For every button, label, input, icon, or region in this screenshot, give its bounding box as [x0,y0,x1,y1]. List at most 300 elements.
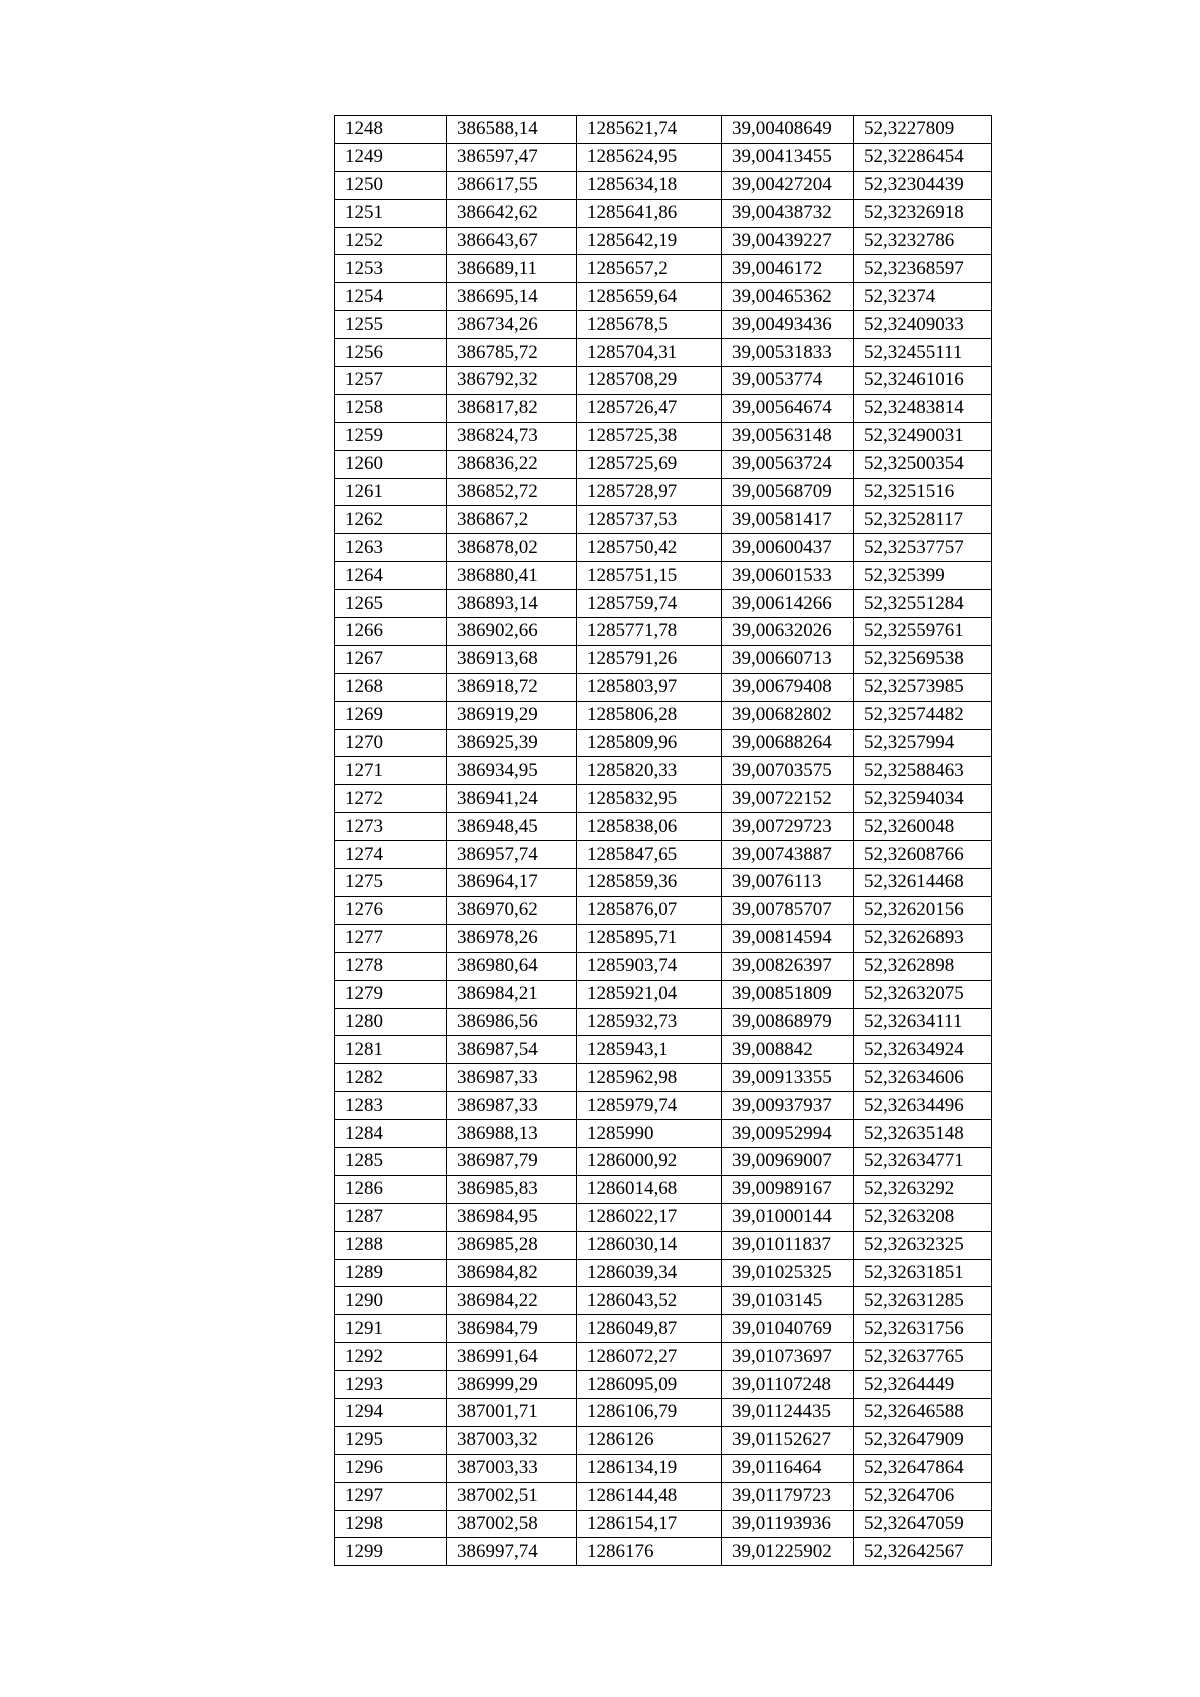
longitude-cell: 52,32631851 [854,1259,992,1287]
x-coordinate-cell: 386999,29 [447,1371,577,1399]
latitude-cell: 39,00729723 [722,813,854,841]
point-number-cell: 1262 [335,506,447,534]
point-number-cell: 1280 [335,1008,447,1036]
point-number-cell: 1298 [335,1510,447,1538]
latitude-cell: 39,00660713 [722,645,854,673]
longitude-cell: 52,32500354 [854,450,992,478]
table-row [335,1510,992,1538]
point-number-cell: 1282 [335,1064,447,1092]
point-number-cell: 1254 [335,283,447,311]
y-coordinate-cell: 1285642,19 [577,227,722,255]
longitude-cell: 52,32573985 [854,673,992,701]
point-number-cell: 1297 [335,1482,447,1510]
x-coordinate-cell: 386970,62 [447,896,577,924]
table-row [335,1120,992,1148]
table-row [335,1259,992,1287]
x-coordinate-cell: 386984,79 [447,1315,577,1343]
longitude-cell: 52,32626893 [854,924,992,952]
point-number-cell: 1258 [335,394,447,422]
table-row [335,394,992,422]
point-number-cell: 1259 [335,422,447,450]
x-coordinate-cell: 386978,26 [447,924,577,952]
point-number-cell: 1277 [335,924,447,952]
point-number-cell: 1276 [335,896,447,924]
latitude-cell: 39,00814594 [722,924,854,952]
y-coordinate-cell: 1285847,65 [577,841,722,869]
point-number-cell: 1274 [335,841,447,869]
latitude-cell: 39,01107248 [722,1371,854,1399]
latitude-cell: 39,00785707 [722,896,854,924]
longitude-cell: 52,3232786 [854,227,992,255]
x-coordinate-cell: 386597,47 [447,143,577,171]
x-coordinate-cell: 386836,22 [447,450,577,478]
table-row [335,227,992,255]
latitude-cell: 39,00682802 [722,701,854,729]
longitude-cell: 52,32608766 [854,841,992,869]
y-coordinate-cell: 1285921,04 [577,980,722,1008]
x-coordinate-cell: 386986,56 [447,1008,577,1036]
x-coordinate-cell: 386913,68 [447,645,577,673]
latitude-cell: 39,01179723 [722,1482,854,1510]
y-coordinate-cell: 1285725,38 [577,422,722,450]
table-row [335,255,992,283]
y-coordinate-cell: 1285803,97 [577,673,722,701]
point-number-cell: 1290 [335,1287,447,1315]
y-coordinate-cell: 1285859,36 [577,869,722,897]
latitude-cell: 39,00408649 [722,116,854,144]
x-coordinate-cell: 386852,72 [447,478,577,506]
table-row [335,1175,992,1203]
table-row [335,1315,992,1343]
longitude-cell: 52,3251516 [854,478,992,506]
longitude-cell: 52,32635148 [854,1120,992,1148]
latitude-cell: 39,01025325 [722,1259,854,1287]
point-number-cell: 1287 [335,1203,447,1231]
latitude-cell: 39,0053774 [722,367,854,395]
y-coordinate-cell: 1286144,48 [577,1482,722,1510]
longitude-cell: 52,32637765 [854,1343,992,1371]
longitude-cell: 52,32569538 [854,645,992,673]
latitude-cell: 39,008842 [722,1036,854,1064]
latitude-cell: 39,0046172 [722,255,854,283]
x-coordinate-cell: 386867,2 [447,506,577,534]
x-coordinate-cell: 386785,72 [447,339,577,367]
point-number-cell: 1268 [335,673,447,701]
y-coordinate-cell: 1286134,19 [577,1454,722,1482]
point-number-cell: 1285 [335,1147,447,1175]
longitude-cell: 52,32574482 [854,701,992,729]
point-number-cell: 1295 [335,1426,447,1454]
point-number-cell: 1265 [335,590,447,618]
latitude-cell: 39,01000144 [722,1203,854,1231]
longitude-cell: 52,32304439 [854,171,992,199]
latitude-cell: 39,00563724 [722,450,854,478]
table-row [335,1482,992,1510]
table-row [335,1343,992,1371]
longitude-cell: 52,32461016 [854,367,992,395]
longitude-cell: 52,32634111 [854,1008,992,1036]
x-coordinate-cell: 386824,73 [447,422,577,450]
latitude-cell: 39,00465362 [722,283,854,311]
table-row [335,143,992,171]
y-coordinate-cell: 1285678,5 [577,311,722,339]
longitude-cell: 52,32490031 [854,422,992,450]
longitude-cell: 52,32483814 [854,394,992,422]
table-row [335,1203,992,1231]
table-row [335,980,992,1008]
x-coordinate-cell: 386792,32 [447,367,577,395]
latitude-cell: 39,00688264 [722,729,854,757]
x-coordinate-cell: 386985,28 [447,1231,577,1259]
x-coordinate-cell: 386980,64 [447,952,577,980]
x-coordinate-cell: 387001,71 [447,1398,577,1426]
y-coordinate-cell: 1285809,96 [577,729,722,757]
latitude-cell: 39,00531833 [722,339,854,367]
table-row [335,1008,992,1036]
latitude-cell: 39,00563148 [722,422,854,450]
point-number-cell: 1252 [335,227,447,255]
longitude-cell: 52,32632075 [854,980,992,1008]
x-coordinate-cell: 386964,17 [447,869,577,897]
y-coordinate-cell: 1285737,53 [577,506,722,534]
point-number-cell: 1272 [335,785,447,813]
point-number-cell: 1273 [335,813,447,841]
x-coordinate-cell: 386880,41 [447,562,577,590]
x-coordinate-cell: 387003,33 [447,1454,577,1482]
y-coordinate-cell: 1286095,09 [577,1371,722,1399]
point-number-cell: 1288 [335,1231,447,1259]
longitude-cell: 52,3263292 [854,1175,992,1203]
x-coordinate-cell: 386987,33 [447,1092,577,1120]
y-coordinate-cell: 1285624,95 [577,143,722,171]
x-coordinate-cell: 386902,66 [447,618,577,646]
y-coordinate-cell: 1285750,42 [577,534,722,562]
x-coordinate-cell: 386997,74 [447,1538,577,1566]
latitude-cell: 39,00851809 [722,980,854,1008]
y-coordinate-cell: 1286022,17 [577,1203,722,1231]
longitude-cell: 52,32631756 [854,1315,992,1343]
point-number-cell: 1286 [335,1175,447,1203]
table-row [335,339,992,367]
latitude-cell: 39,00937937 [722,1092,854,1120]
y-coordinate-cell: 1286106,79 [577,1398,722,1426]
x-coordinate-cell: 386878,02 [447,534,577,562]
point-number-cell: 1292 [335,1343,447,1371]
y-coordinate-cell: 1285759,74 [577,590,722,618]
longitude-cell: 52,32326918 [854,199,992,227]
x-coordinate-cell: 386984,82 [447,1259,577,1287]
table-row [335,1287,992,1315]
longitude-cell: 52,32634771 [854,1147,992,1175]
y-coordinate-cell: 1285728,97 [577,478,722,506]
x-coordinate-cell: 387002,58 [447,1510,577,1538]
x-coordinate-cell: 386991,64 [447,1343,577,1371]
table-row [335,729,992,757]
y-coordinate-cell: 1285657,2 [577,255,722,283]
latitude-cell: 39,01124435 [722,1398,854,1426]
longitude-cell: 52,32537757 [854,534,992,562]
x-coordinate-cell: 386643,67 [447,227,577,255]
latitude-cell: 39,0116464 [722,1454,854,1482]
y-coordinate-cell: 1285751,15 [577,562,722,590]
x-coordinate-cell: 386689,11 [447,255,577,283]
point-number-cell: 1267 [335,645,447,673]
y-coordinate-cell: 1286072,27 [577,1343,722,1371]
point-number-cell: 1271 [335,757,447,785]
longitude-cell: 52,32620156 [854,896,992,924]
point-number-cell: 1250 [335,171,447,199]
table-row [335,673,992,701]
longitude-cell: 52,32368597 [854,255,992,283]
table-row [335,1426,992,1454]
y-coordinate-cell: 1285621,74 [577,116,722,144]
latitude-cell: 39,00826397 [722,952,854,980]
x-coordinate-cell: 386984,95 [447,1203,577,1231]
y-coordinate-cell: 1285725,69 [577,450,722,478]
latitude-cell: 39,00564674 [722,394,854,422]
y-coordinate-cell: 1285704,31 [577,339,722,367]
latitude-cell: 39,01193936 [722,1510,854,1538]
table-row [335,618,992,646]
table-row [335,1454,992,1482]
latitude-cell: 39,01225902 [722,1538,854,1566]
table-row [335,311,992,339]
y-coordinate-cell: 1285791,26 [577,645,722,673]
y-coordinate-cell: 1285641,86 [577,199,722,227]
point-number-cell: 1294 [335,1398,447,1426]
x-coordinate-cell: 386918,72 [447,673,577,701]
table-row [335,645,992,673]
table-row [335,534,992,562]
table-row [335,506,992,534]
longitude-cell: 52,32632325 [854,1231,992,1259]
point-number-cell: 1248 [335,116,447,144]
longitude-cell: 52,32559761 [854,618,992,646]
latitude-cell: 39,00632026 [722,618,854,646]
point-number-cell: 1279 [335,980,447,1008]
longitude-cell: 52,3263208 [854,1203,992,1231]
x-coordinate-cell: 386734,26 [447,311,577,339]
table-row [335,450,992,478]
point-number-cell: 1260 [335,450,447,478]
longitude-cell: 52,3264706 [854,1482,992,1510]
x-coordinate-cell: 386617,55 [447,171,577,199]
latitude-cell: 39,00601533 [722,562,854,590]
point-number-cell: 1256 [335,339,447,367]
y-coordinate-cell: 1285806,28 [577,701,722,729]
point-number-cell: 1281 [335,1036,447,1064]
latitude-cell: 39,01040769 [722,1315,854,1343]
point-number-cell: 1261 [335,478,447,506]
table-row [335,952,992,980]
table-row [335,869,992,897]
x-coordinate-cell: 386695,14 [447,283,577,311]
latitude-cell: 39,00438732 [722,199,854,227]
latitude-cell: 39,01011837 [722,1231,854,1259]
table-row [335,562,992,590]
table-row [335,924,992,952]
table-row [335,757,992,785]
longitude-cell: 52,32634496 [854,1092,992,1120]
y-coordinate-cell: 1285876,07 [577,896,722,924]
table-row [335,199,992,227]
y-coordinate-cell: 1285838,06 [577,813,722,841]
longitude-cell: 52,32594034 [854,785,992,813]
y-coordinate-cell: 1285771,78 [577,618,722,646]
point-number-cell: 1270 [335,729,447,757]
longitude-cell: 52,32286454 [854,143,992,171]
latitude-cell: 39,00913355 [722,1064,854,1092]
table-row [335,590,992,618]
latitude-cell: 39,00568709 [722,478,854,506]
longitude-cell: 52,32642567 [854,1538,992,1566]
table-row [335,116,992,144]
latitude-cell: 39,00413455 [722,143,854,171]
table-row [335,1371,992,1399]
x-coordinate-cell: 386925,39 [447,729,577,757]
latitude-cell: 39,00722152 [722,785,854,813]
longitude-cell: 52,3227809 [854,116,992,144]
table-row [335,283,992,311]
latitude-cell: 39,00868979 [722,1008,854,1036]
x-coordinate-cell: 386642,62 [447,199,577,227]
table-row [335,813,992,841]
y-coordinate-cell: 1286154,17 [577,1510,722,1538]
point-number-cell: 1264 [335,562,447,590]
x-coordinate-cell: 386893,14 [447,590,577,618]
point-number-cell: 1293 [335,1371,447,1399]
longitude-cell: 52,3262898 [854,952,992,980]
y-coordinate-cell: 1285895,71 [577,924,722,952]
longitude-cell: 52,32634606 [854,1064,992,1092]
latitude-cell: 39,00679408 [722,673,854,701]
point-number-cell: 1263 [335,534,447,562]
latitude-cell: 39,00703575 [722,757,854,785]
x-coordinate-cell: 386985,83 [447,1175,577,1203]
point-number-cell: 1255 [335,311,447,339]
y-coordinate-cell: 1286043,52 [577,1287,722,1315]
y-coordinate-cell: 1285932,73 [577,1008,722,1036]
point-number-cell: 1253 [335,255,447,283]
x-coordinate-cell: 386984,22 [447,1287,577,1315]
point-number-cell: 1249 [335,143,447,171]
point-number-cell: 1284 [335,1120,447,1148]
longitude-cell: 52,32646588 [854,1398,992,1426]
point-number-cell: 1289 [335,1259,447,1287]
latitude-cell: 39,00581417 [722,506,854,534]
point-number-cell: 1266 [335,618,447,646]
table-row [335,422,992,450]
table-row [335,478,992,506]
y-coordinate-cell: 1285634,18 [577,171,722,199]
longitude-cell: 52,325399 [854,562,992,590]
table-row [335,896,992,924]
longitude-cell: 52,32551284 [854,590,992,618]
y-coordinate-cell: 1286030,14 [577,1231,722,1259]
table-row [335,1147,992,1175]
x-coordinate-cell: 386987,33 [447,1064,577,1092]
y-coordinate-cell: 1285820,33 [577,757,722,785]
y-coordinate-cell: 1286014,68 [577,1175,722,1203]
point-number-cell: 1283 [335,1092,447,1120]
point-number-cell: 1275 [335,869,447,897]
longitude-cell: 52,32528117 [854,506,992,534]
y-coordinate-cell: 1285708,29 [577,367,722,395]
latitude-cell: 39,00493436 [722,311,854,339]
y-coordinate-cell: 1286000,92 [577,1147,722,1175]
point-number-cell: 1291 [335,1315,447,1343]
latitude-cell: 39,00439227 [722,227,854,255]
longitude-cell: 52,32614468 [854,869,992,897]
point-number-cell: 1278 [335,952,447,980]
longitude-cell: 52,32588463 [854,757,992,785]
coordinates-table [334,115,992,1566]
point-number-cell: 1299 [335,1538,447,1566]
longitude-cell: 52,32647059 [854,1510,992,1538]
x-coordinate-cell: 386817,82 [447,394,577,422]
y-coordinate-cell: 1285962,98 [577,1064,722,1092]
latitude-cell: 39,01152627 [722,1426,854,1454]
y-coordinate-cell: 1286039,34 [577,1259,722,1287]
table-row [335,171,992,199]
x-coordinate-cell: 387002,51 [447,1482,577,1510]
y-coordinate-cell: 1285659,64 [577,283,722,311]
table-row [335,1231,992,1259]
latitude-cell: 39,00600437 [722,534,854,562]
x-coordinate-cell: 386957,74 [447,841,577,869]
table-row [335,1398,992,1426]
longitude-cell: 52,32409033 [854,311,992,339]
y-coordinate-cell: 1286176 [577,1538,722,1566]
x-coordinate-cell: 386948,45 [447,813,577,841]
table-row [335,1064,992,1092]
y-coordinate-cell: 1285726,47 [577,394,722,422]
x-coordinate-cell: 386934,95 [447,757,577,785]
y-coordinate-cell: 1286126 [577,1426,722,1454]
y-coordinate-cell: 1285979,74 [577,1092,722,1120]
coordinates-table-body [335,116,992,1566]
table-row [335,1092,992,1120]
longitude-cell: 52,32647864 [854,1454,992,1482]
latitude-cell: 39,0103145 [722,1287,854,1315]
point-number-cell: 1269 [335,701,447,729]
y-coordinate-cell: 1285903,74 [577,952,722,980]
point-number-cell: 1257 [335,367,447,395]
x-coordinate-cell: 386941,24 [447,785,577,813]
latitude-cell: 39,00614266 [722,590,854,618]
longitude-cell: 52,3260048 [854,813,992,841]
y-coordinate-cell: 1285832,95 [577,785,722,813]
latitude-cell: 39,00427204 [722,171,854,199]
latitude-cell: 39,0076113 [722,869,854,897]
table-row [335,841,992,869]
longitude-cell: 52,3257994 [854,729,992,757]
table-row [335,785,992,813]
point-number-cell: 1251 [335,199,447,227]
x-coordinate-cell: 386988,13 [447,1120,577,1148]
longitude-cell: 52,32374 [854,283,992,311]
table-row [335,701,992,729]
y-coordinate-cell: 1286049,87 [577,1315,722,1343]
x-coordinate-cell: 386588,14 [447,116,577,144]
longitude-cell: 52,32634924 [854,1036,992,1064]
latitude-cell: 39,01073697 [722,1343,854,1371]
table-row [335,367,992,395]
table-row [335,1036,992,1064]
x-coordinate-cell: 386987,79 [447,1147,577,1175]
table-row [335,1538,992,1566]
latitude-cell: 39,00743887 [722,841,854,869]
